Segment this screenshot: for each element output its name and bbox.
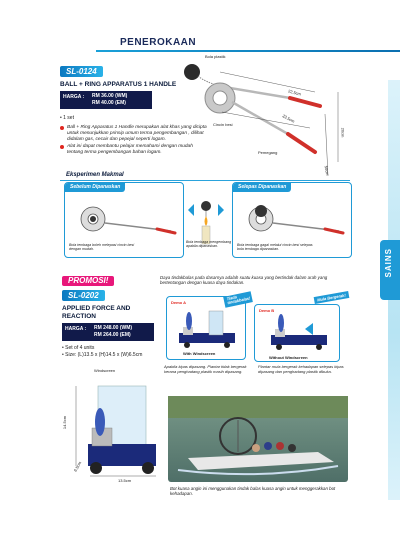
product1-set: • 1 set [60,115,74,121]
windscreen-icon [209,311,223,335]
panel-after-title: Selepas Dipanaskan [233,183,291,192]
caption-demo-a: Apabila kipas dipasang. Plantar tidak bergerak kerana penghadang plastik masih dipasang. [164,364,247,374]
demo-b-cart-drawing [261,313,335,353]
handle-icon [288,134,315,152]
fan-blade-icon [278,314,284,332]
label-iron-ring: Cincin besi [213,122,233,127]
product1-bullet: Alat ini dapat membantu pelajar memahami dengan mudah tentang terma pengembangan bahan logam. [60,144,210,156]
with-windscreen-label: With Windscreen [183,351,216,356]
product2-intro: Daya tindakbalas pada dasarnya adalah suatu kuasa yang bertindak dalam arah yang bertentangan dengan kuasa daya tindakan. [160,275,328,286]
product2-price-em: RM 264.00 (EM) [94,332,131,338]
product1-price-wm: RM 36.00 (WM) [92,93,128,99]
no-reaction-badge: Tiada tindakbalas! [223,291,253,307]
demo-b-panel [254,304,340,362]
reaction-cart-illustration [70,372,170,482]
demo-a-cart-drawing [173,307,241,349]
caption-middle: Bola tembaga mengembang apabila dipanaskan. [186,240,232,249]
product1-price-label: HARGA : [63,94,85,100]
dim-13-5cm: 13.5cm [118,478,132,483]
dim-23-5cm: 23.5cm [281,113,296,124]
panel-after-heating [232,182,352,258]
caption-after: Bola tembaga gagal melalui cincin besi selepas bola tembaga dipanaskan. [237,243,313,252]
arrow-right-icon [218,204,224,216]
product2-price-box [62,323,154,341]
product2-code: SL-0202 [62,290,105,301]
experiment-underline [60,180,350,181]
dim-20cm: 20cm [340,127,346,138]
before-heating-drawing [71,197,179,241]
plastic-ball-icon [184,64,200,80]
product1-bullet: Ball + Ring Apparatus 1 Handle merupakan alat khas yang dicipta untuk menunjukkan prinsip umum terma pengembangan , dilihat didalam gas, cecair dan pepejal seperti logam. [60,125,210,143]
fan-blade-icon [95,408,105,436]
without-windscreen-label: Without Windscreen [269,355,308,360]
dim-6-5cm: 6.5cm [72,460,83,473]
experiment-title: Eksperimen Makmal [66,172,124,178]
product2-name-line2: REACTION [62,313,96,320]
airboat-caption: Bot kuasa angin ini menggunakan tindak balas kuasa angin untuk menggerakkan bot kehadapan. [170,486,336,497]
product2-size: • Size: (L)13.5 x (H)14.5 x (W)6.5cm [62,352,143,358]
caption-before: Bola tembaga boleh melepasi cincin besi dengan mudah. [69,243,135,252]
demo-a-label: Demo A [171,300,186,305]
airboat-photo [168,396,348,482]
label-plastic-ball: Bola plastik [205,54,226,59]
product1-name: BALL + RING APPARATUS 1 HANDLE [60,81,177,88]
motion-arrow-icon [305,323,313,335]
arrow-right-icon [188,204,194,216]
dim-50cm: 50cm [323,165,331,176]
demo-b-label: Demo B [259,308,275,313]
panel-before-heating [64,182,184,258]
page-title: PENEROKAAN [120,37,197,48]
product1-price-box [60,91,152,109]
after-heating-drawing [239,197,347,241]
label-handle: Pemegang [258,150,278,155]
starts-moving-badge: Mula Bergerak! [314,291,350,304]
flame-icon [205,216,208,226]
promo-badge: PROMOSI! [62,276,114,286]
section-tab-label: SAINS [384,248,393,278]
panel-before-title: Sebelum Dipanaskan [65,183,125,192]
ball-ring-apparatus-illustration [160,52,360,182]
product2-price-wm: RM 248.00 (WM) [94,325,133,331]
product2-price-label: HARGA : [65,326,87,332]
dim-14-5cm: 14.5cm [62,415,68,430]
product2-name-line1: APPLIED FORCE AND [62,305,131,312]
section-tab-sains[interactable] [380,240,400,300]
caption-demo-b: Plantar mula bergerak kehadapan selepas kipas dipasang dan penghadang plastik dibuka. [258,364,344,374]
fan-blade-icon [186,312,192,330]
product2-set: • Set of 4 units [62,345,95,351]
product1-price-em: RM 40.00 (EM) [92,100,126,106]
product1-code: SL-0124 [60,66,103,77]
windscreen-label: Windscreen [94,368,116,373]
dim-22-5cm: 22.5cm [287,88,302,97]
